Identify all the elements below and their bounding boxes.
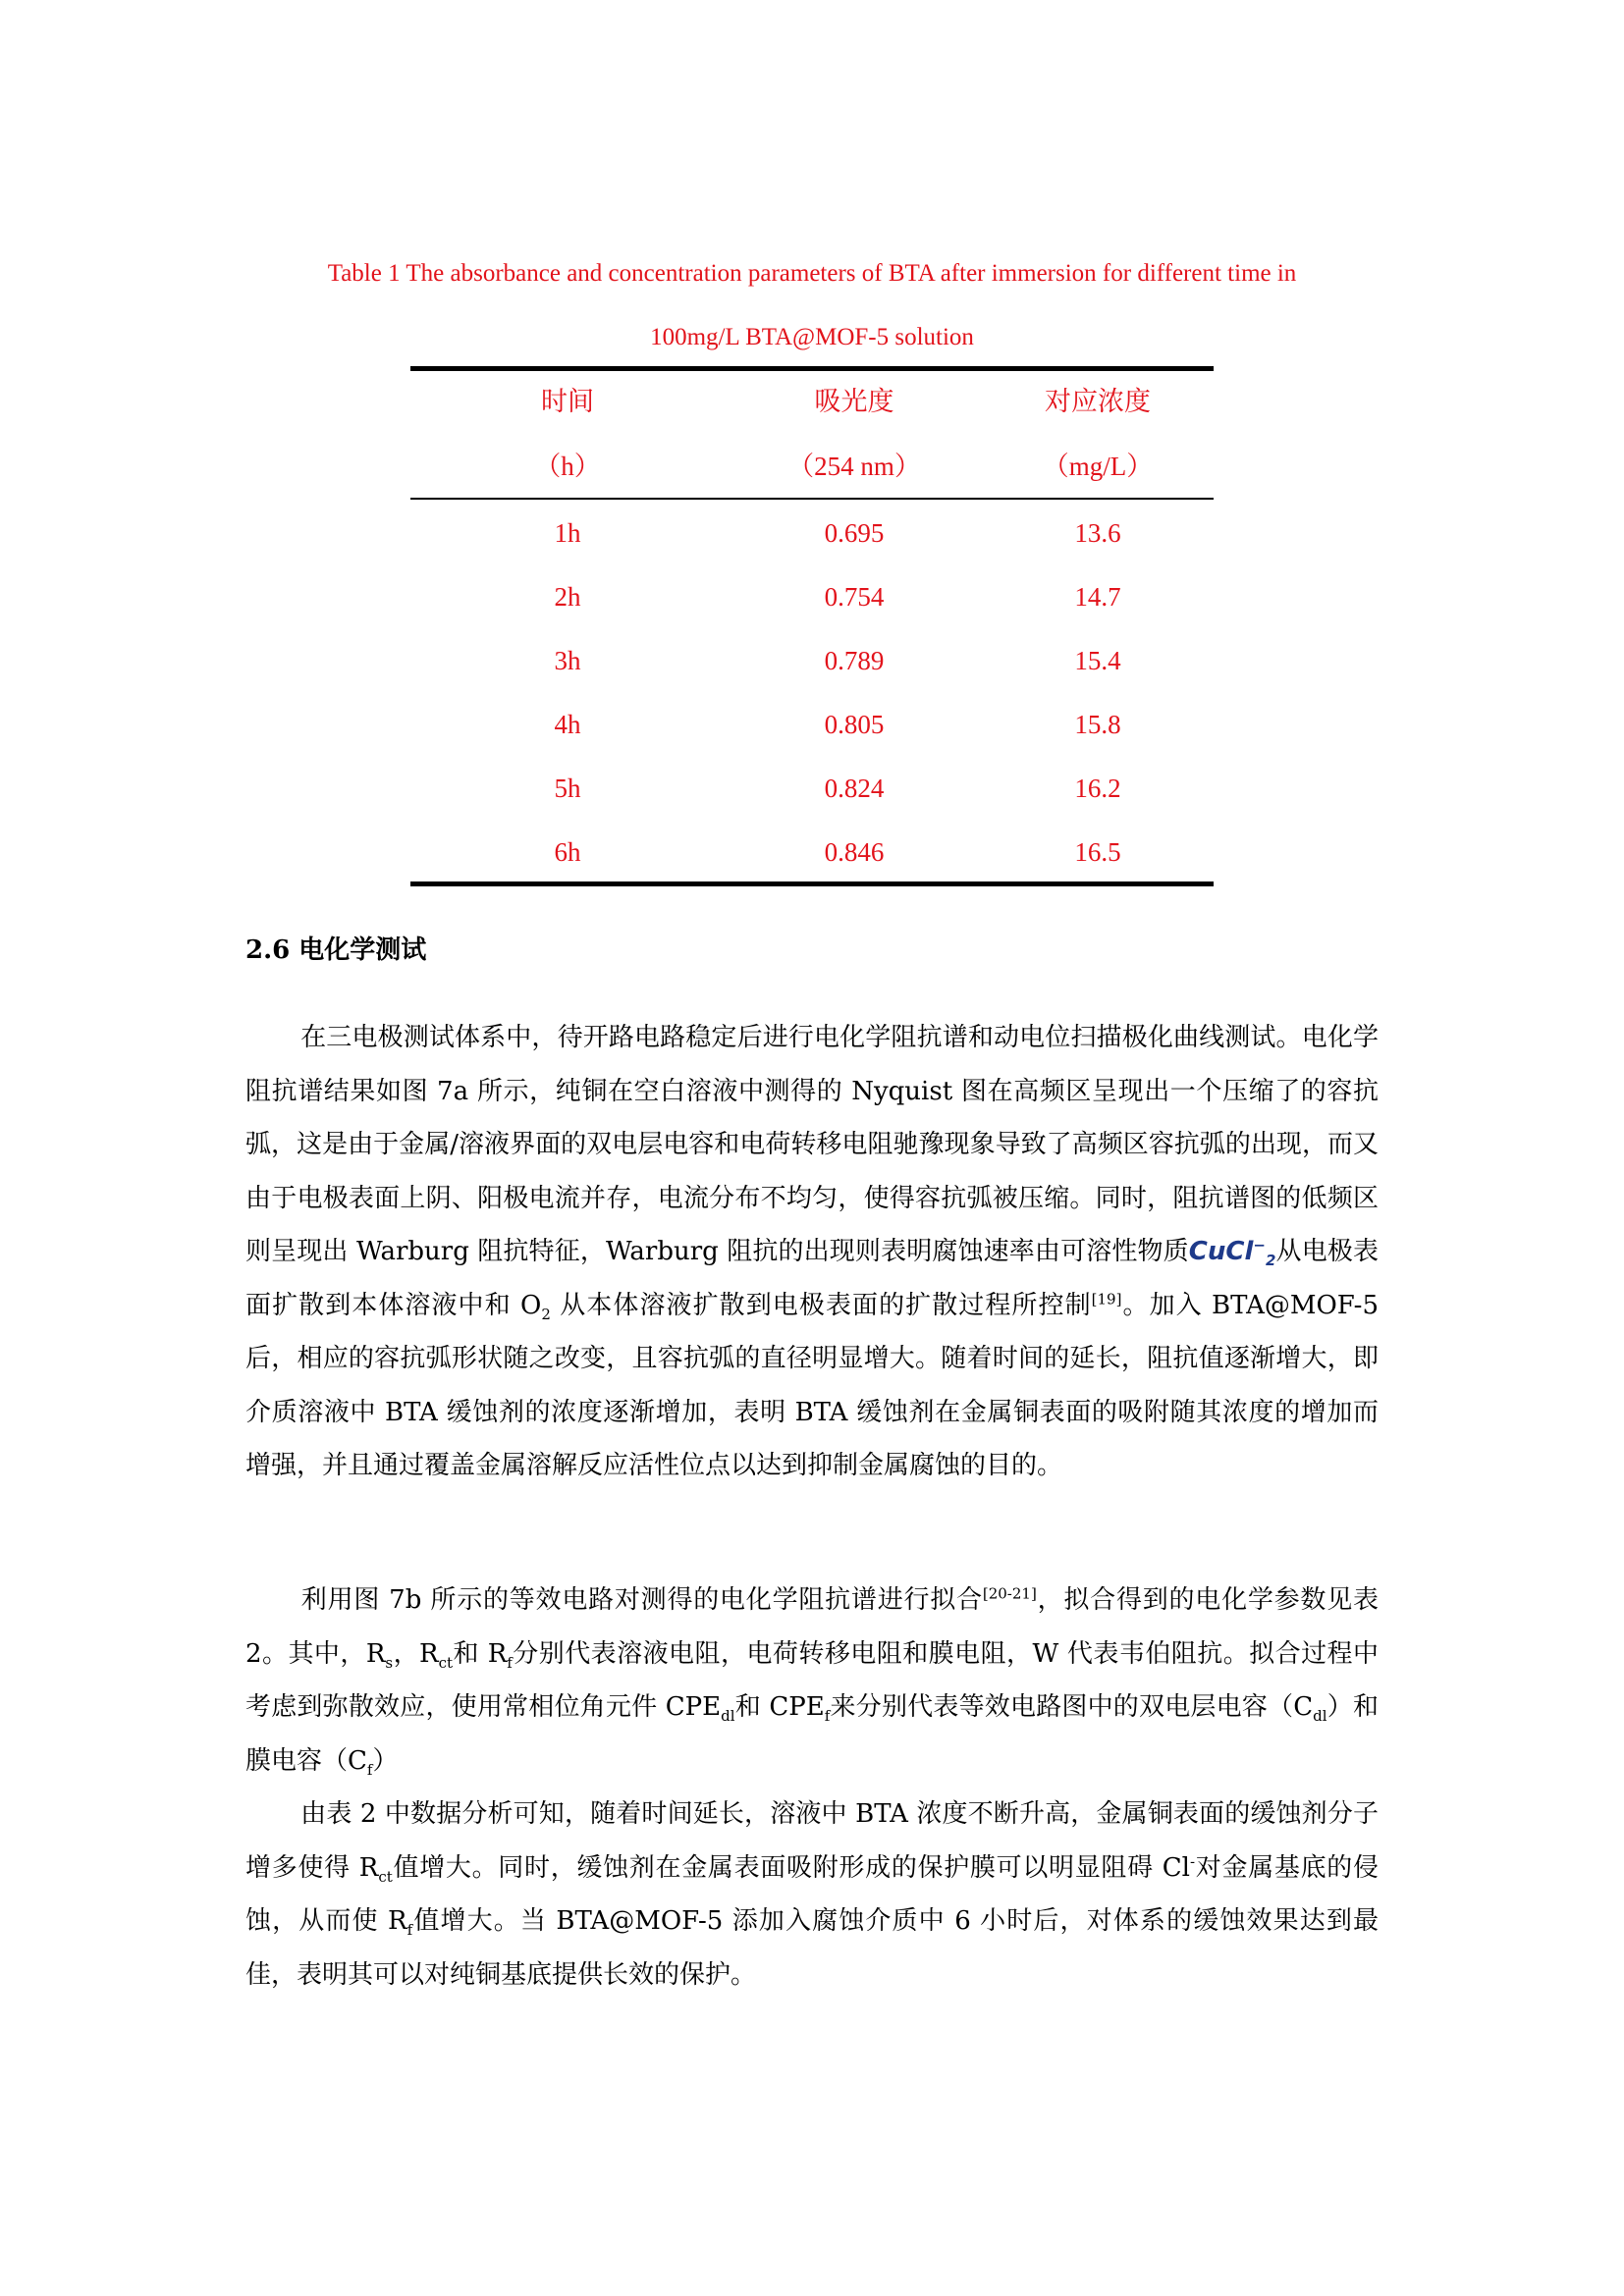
cell-absorbance: 0.754 [824, 582, 885, 612]
citation: [19] [1091, 1289, 1122, 1308]
cell-concentration: 14.7 [1074, 582, 1121, 612]
table-header-rule [410, 498, 1214, 500]
cell-time: 1h [554, 518, 581, 548]
cell-concentration: 15.4 [1074, 646, 1121, 675]
cell-absorbance: 0.695 [824, 518, 885, 548]
table-caption-line-1: Table 1 The absorbance and concentration parameters of BTA after immersion for different time in [327, 260, 1297, 287]
header-absorbance: 吸光度 [814, 387, 894, 416]
header-time: 时间 [541, 387, 594, 416]
cell-concentration: 15.8 [1074, 710, 1121, 739]
header-concentration-unit: （mg/L） [1042, 452, 1154, 481]
table-bottom-rule [410, 881, 1214, 886]
section-heading: 2.6 电化学测试 [245, 935, 427, 965]
paragraph-eis-results: 在三电极测试体系中，待开路电路稳定后进行电化学阻抗谱和动电位扫描极化曲线测试。电化学阻抗谱结果如图 7a 所示，纯铜在空白溶液中测得的 Nyquist 图在高频区呈现出一个压缩了的容抗弧，这是由于金属/溶液界面的双电层电容和电荷转移电阻驰豫现象导致了高频区容抗弧的出现，而又由于电极表面上阴、阳极电流并存，电流分布不均匀，使得容抗弧被压缩。同时，阻抗谱图的低频区则呈现出 Warburg 阻抗特征，Warburg 阻抗的出现则表明腐蚀速率由可溶性物质CuCl−$_2$从电极表面扩散到本体溶液中和 $O_2$ 从本体溶液扩散到电极表面的扩散过程所控制[19]。加入 BTA@MOF-5 后，相应的容抗弧形状随之改变，且容抗弧的直径明显增大。随着时间的延长，阻抗值逐渐增大，即介质溶液中 BTA 缓蚀剂的浓度逐渐增加，表明 BTA 缓蚀剂在金属铜表面的吸附随其浓度的增加而增强，并且通过覆盖金属溶解反应活性位点以达到抑制金属腐蚀的目的。 [245, 1023, 1379, 1480]
table-top-rule [410, 366, 1214, 371]
citation: [20-21] [982, 1584, 1037, 1603]
cell-concentration: 16.5 [1074, 837, 1121, 867]
paragraph-equivalent-circuit: 利用图 7b 所示的等效电路对测得的电化学阻抗谱进行拟合[20-21]，拟合得到的电化学参数见表 2。其中，$R_s$，$R_{ct}$和 $R_f$分别代表溶液电阻，电荷转移电阻和膜电阻，W 代表韦伯阻抗。拟合过程中考虑到弥散效应，使用常相位角元件 $CPE_{dl}$和 $CPE_f$来分别代表等效电路图中的双电层电容$(C_{dl})$和膜电容$(C_f)$ [245, 1584, 1379, 1779]
header-time-unit: （h） [534, 452, 601, 481]
cell-absorbance: 0.846 [824, 837, 885, 867]
cell-time: 6h [554, 837, 581, 867]
header-absorbance-unit: （254 nm） [787, 452, 921, 481]
cell-absorbance: 0.824 [824, 774, 885, 803]
paragraph-table2-analysis: 由表 2 中数据分析可知，随着时间延长，溶液中 BTA 浓度不断升高，金属铜表面的缓蚀剂分子增多使得 $R_{ct}$值增大。同时，缓蚀剂在金属表面吸附形成的保护膜可以明显阻碍 Cl-对金属基底的侵蚀，从而使 $R_f$值增大。当 BTA@MOF-5 添加入腐蚀介质中 6 小时后，对体系的缓蚀效果达到最佳，表明其可以对纯铜基底提供长效的保护。 [245, 1799, 1380, 1990]
cell-time: 2h [554, 582, 581, 612]
cell-absorbance: 0.805 [824, 710, 885, 739]
cell-time: 4h [554, 710, 581, 739]
cell-time: 3h [554, 646, 581, 675]
cell-concentration: 13.6 [1074, 518, 1121, 548]
cell-absorbance: 0.789 [824, 646, 885, 675]
cell-concentration: 16.2 [1074, 774, 1121, 803]
cucl2-formula: CuCl−$_2$ [1188, 1236, 1276, 1270]
header-concentration: 对应浓度 [1045, 387, 1151, 416]
cell-time: 5h [554, 774, 581, 803]
table-caption-line-2: 100mg/L BTA@MOF-5 solution [650, 324, 974, 350]
